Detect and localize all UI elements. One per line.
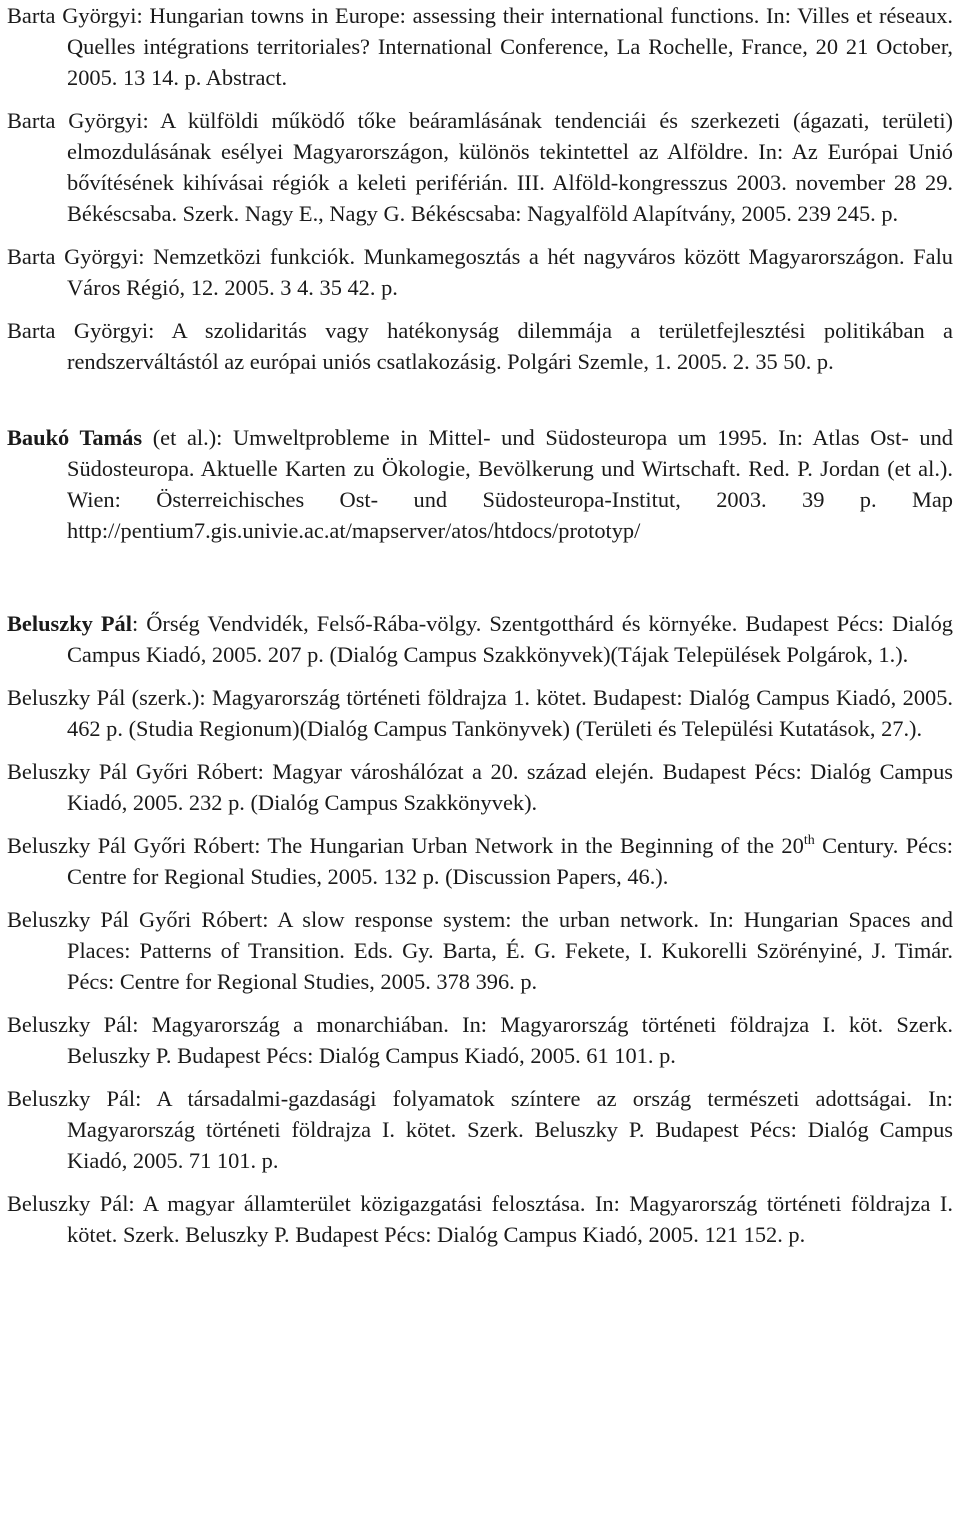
bibliography-entry: Beluszky Pál: A magyar államterület közigazgatási felosztása. In: Magyarország történeti földrajza I. kötet. Szerk. Beluszky P. Budapest Pécs: Dialóg Campus Kiadó, 2005. 121 152. p.: [7, 1191, 953, 1247]
entry-text: Century. Pécs: Centre for Regional Studies, 2005. 132 p. (Discussion Papers, 46.).: [67, 833, 953, 889]
bibliography-entry: Barta Györgyi: A külföldi működő tőke beáramlásának tendenciái és szerkezeti (ágazati, területi) elmozdulásának esélyei Magyarországon, különös tekintettel az Alföldre. In: Az Európai Unió bővítésének kihívásai régiók a keleti periférián. III. Alföld-kongresszus 2003. november 28 29. Békéscsaba. Szerk. Nagy E., Nagy G. Békéscsaba: Nagyalföld Alapítvány, 2005. 239 245. p.: [7, 108, 953, 226]
bibliography-entry: Beluszky Pál Győri Róbert: Magyar városhálózat a 20. század elején. Budapest Pécs: Dialóg Campus Kiadó, 2005. 232 p. (Dialóg Campus Szakkönyvek).: [7, 759, 953, 815]
entry-text: (et al.): Umweltprobleme in Mittel- und Südosteuropa um 1995. In: Atlas Ost- und Südosteuropa. Aktuelle Karten zu Ökologie, Bevölkerung und Wirtschaft. Red. P. Jordan (et al.). Wien: Österreichisches Ost- und Südosteuropa-Institut, 2003. 39 p. Map http://pentium7.gis.univie.ac.at/mapserver/atos/htdocs/​prototyp/: [67, 425, 953, 543]
entry-text: : Őrség Vendvidék, Felső-Rába-völgy. Szentgotthárd és környéke. Budapest Pécs: Dialóg Campus Kiadó, 2005. 207 p. (Dialóg Campus Szakkönyvek)(Tájak Települések Polgárok, 1.).: [67, 611, 953, 667]
entry-author: Beluszky Pál: [7, 611, 132, 636]
bibliography-entry: Beluszky Pál: A társadalmi-gazdasági folyamatok színtere az ország természeti adottságai. In: Magyarország történeti földrajza I. kötet. Szerk. Beluszky P. Budapest Pécs: Dialóg Campus Kiadó, 2005. 71 101. p.: [7, 1086, 953, 1173]
bibliography-entry: Barta Györgyi: A szolidaritás vagy hatékonyság dilemmája a területfejlesztési politikában a rendszerváltástól az európai uniós csatlakozásig. Polgári Szemle, 1. 2005. 2. 35 50. p.: [7, 318, 953, 374]
bibliography-entry: Beluszky Pál (szerk.): Magyarország történeti földrajza 1. kötet. Budapest: Dialóg Campus Kiadó, 2005. 462 p. (Studia Regionum)(Dialóg Campus Tankönyvek) (Területi és Települési Kutatások, 27.).: [7, 685, 953, 741]
bibliography-entry: [7, 830, 953, 892]
bibliography-entry: Beluszky Pál Győri Róbert: A slow response system: the urban network. In: Hungarian Spaces and Places: Patterns of Transition. Eds. Gy. Barta, É. G. Fekete, I. Kukorelli Szörényiné, J. Timár. Pécs: Centre for Regional Studies, 2005. 378 396. p.: [7, 907, 953, 994]
bibliography-entry: [7, 608, 953, 670]
entry-text: Beluszky Pál Győri Róbert: The Hungarian Urban Network in the Beginning of the 20: [7, 833, 804, 858]
entry-author: Baukó Tamás: [7, 425, 143, 450]
bibliography-entry: Barta Györgyi: Nemzetközi funkciók. Munkamegosztás a hét nagyváros között Magyarországon. Falu Város Régió, 12. 2005. 3 4. 35 42. p.: [7, 244, 953, 300]
bibliography-entry: [7, 422, 953, 546]
bibliography-entry: Barta Györgyi: Hungarian towns in Europe: assessing their international functions. In: Villes et réseaux. Quelles intégrations territoriales? International Conference, La Rochelle, France, 20 21 October, 2005. 13 14. p. Abstract.: [7, 3, 953, 90]
bibliography-entry: Beluszky Pál: Magyarország a monarchiában. In: Magyarország történeti földrajza I. köt. Szerk. Beluszky P. Budapest Pécs: Dialóg Campus Kiadó, 2005. 61 101. p.: [7, 1012, 953, 1068]
bibliography-page: [7, 0, 953, 1250]
ordinal-superscript: th: [803, 833, 815, 848]
